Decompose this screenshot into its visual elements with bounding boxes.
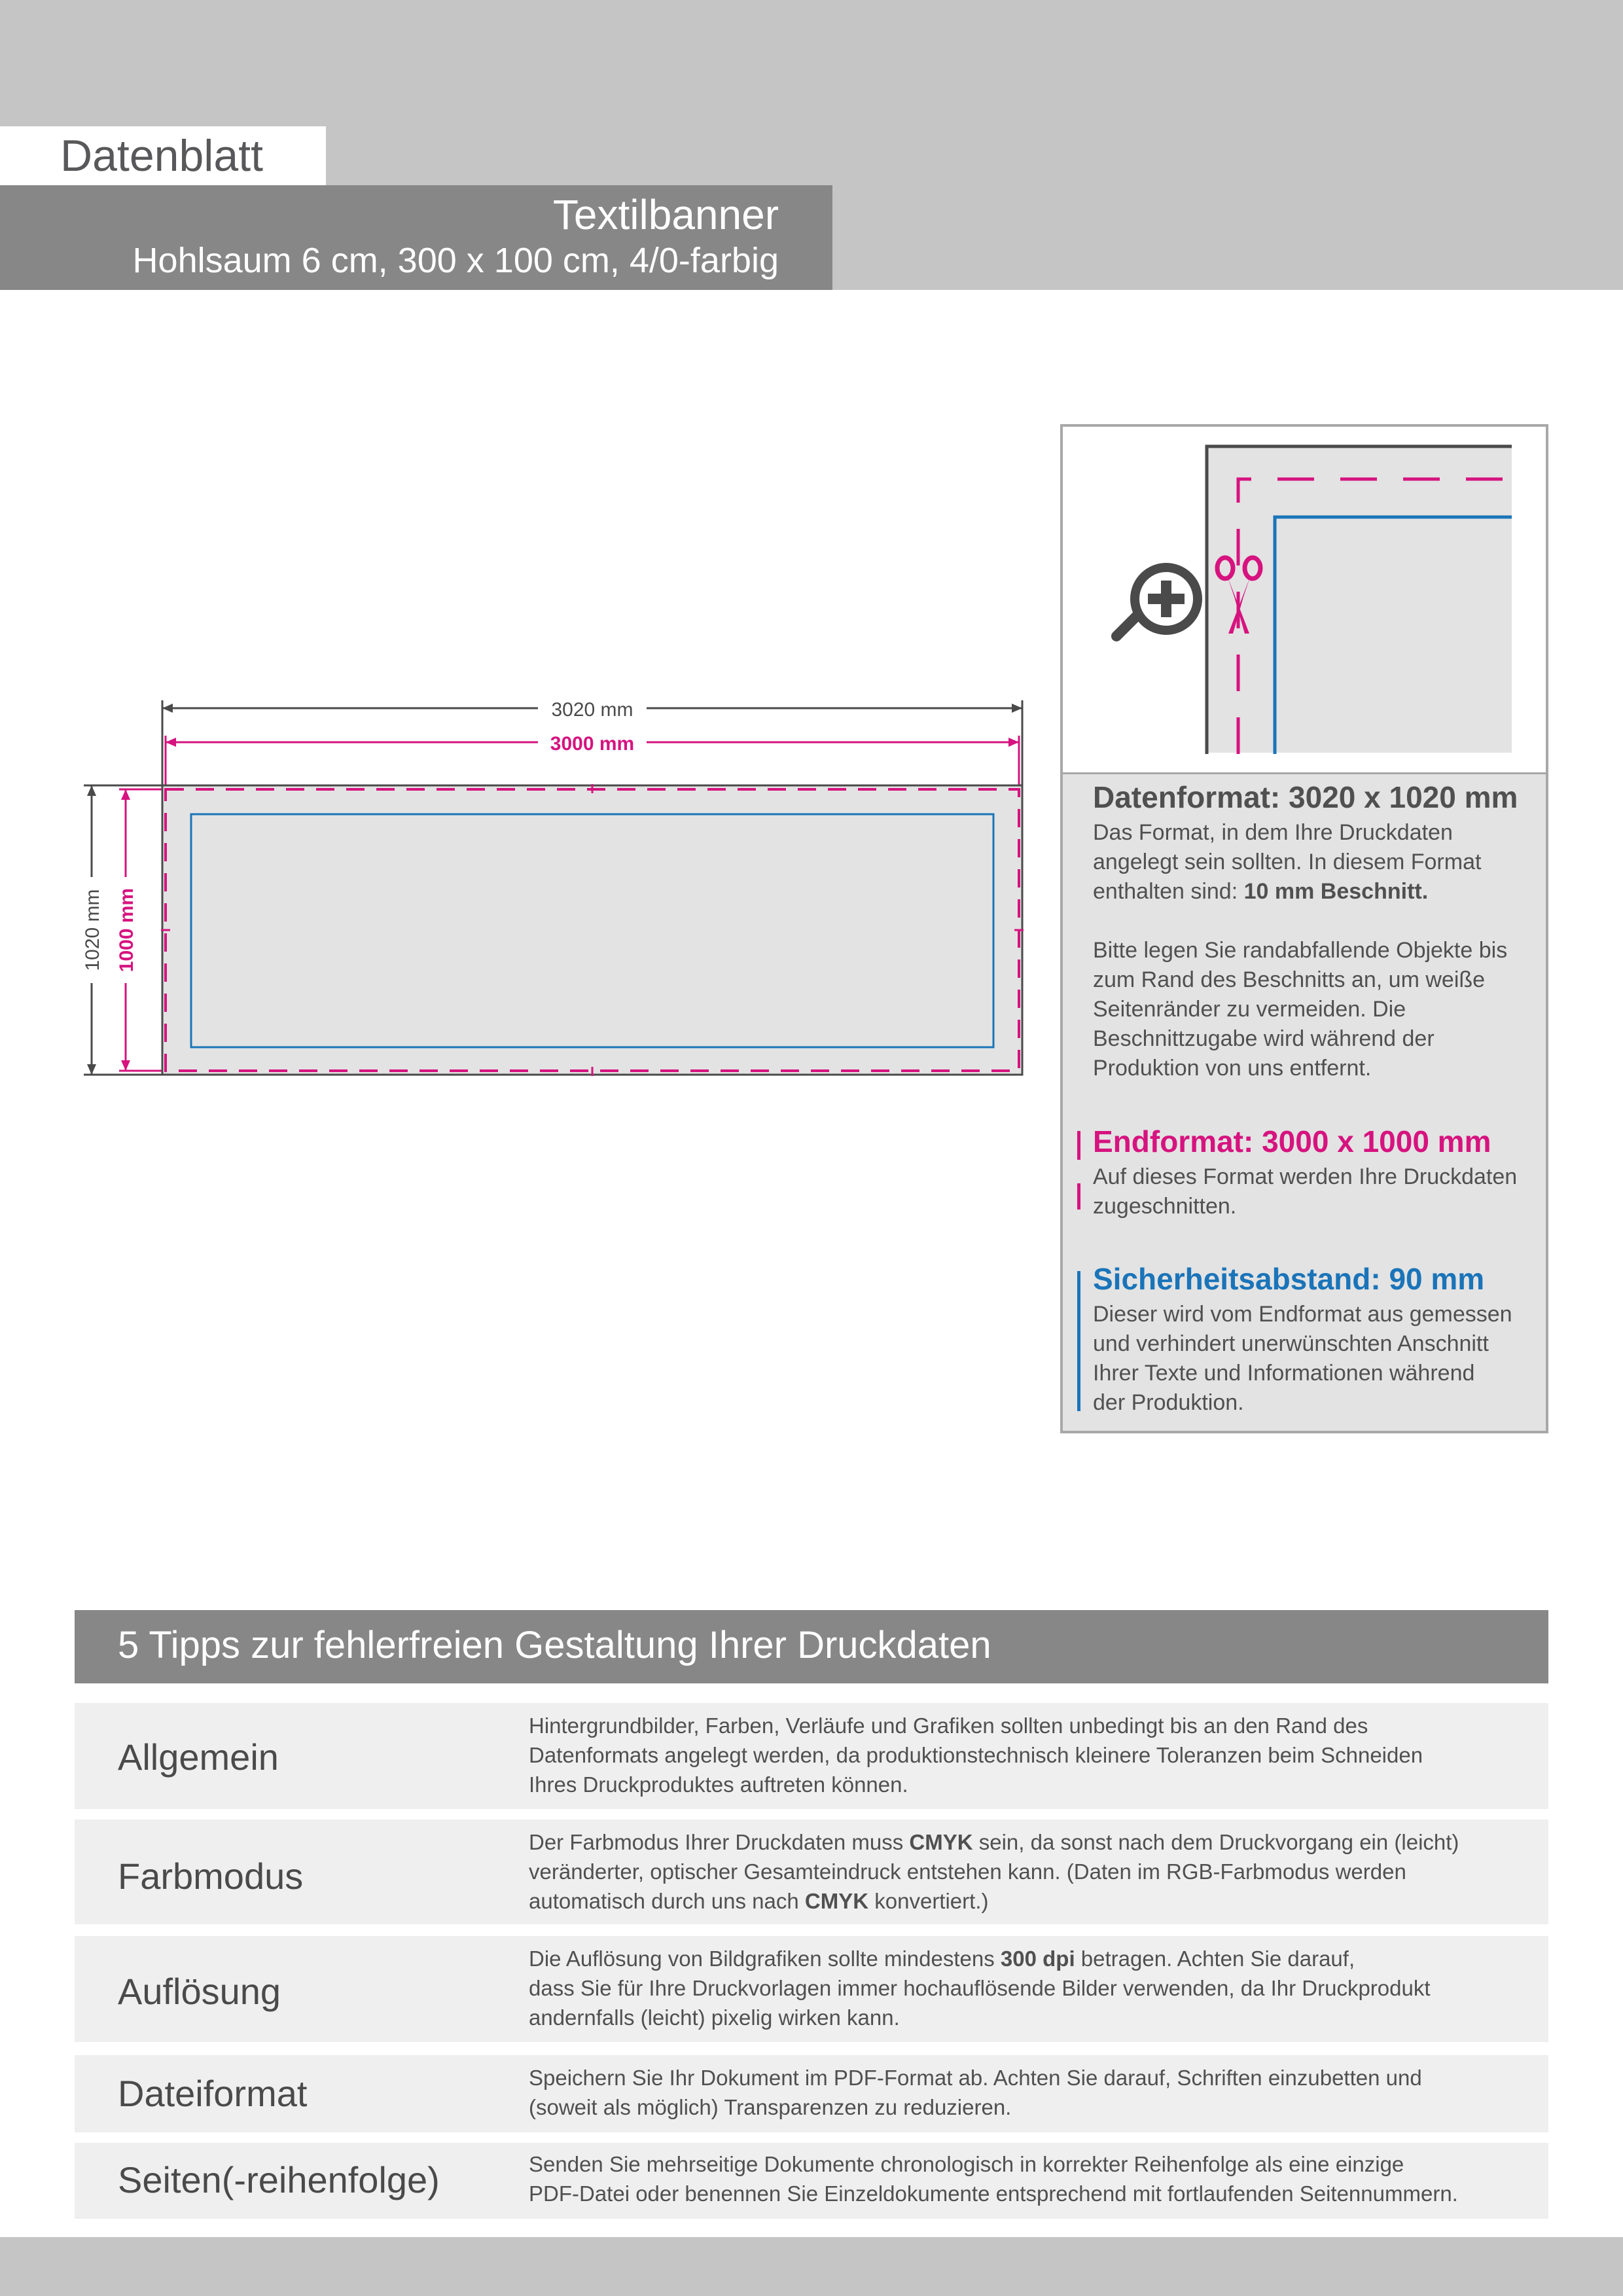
magnifier-plus-icon (1116, 567, 1198, 636)
tip-text: Hintergrundbilder, Farben, Verläufe und Grafiken sollten unbedingt bis an den Rand des Datenformats angelegt werden, da produktionstechnisch kleinere Toleranzen beim Schneiden Ihres Druckproduktes auftreten können. (529, 1713, 1423, 1797)
inner-height-label: 1000 mm (116, 888, 137, 973)
datenformat-line-1: Das Format, in dem Ihre Druckdaten (1093, 820, 1453, 845)
tip-label: Farbmodus (118, 1856, 304, 1897)
corner-zoom-detail (1063, 427, 1546, 774)
tip-text: Speichern Sie Ihr Dokument im PDF-Format ab. Achten Sie darauf, Schriften einzubetten und (soweit als möglich) Transparenzen zu reduzieren. (529, 2066, 1422, 2119)
tips-heading-bar (75, 1610, 1548, 1683)
format-diagram (0, 681, 1047, 1100)
tip-row-seiten (75, 2143, 1548, 2219)
outer-width-label: 3020 mm (551, 699, 633, 721)
tip-text: Senden Sie mehrseitige Dokumente chronologisch in korrekter Reihenfolge als eine einzige PDF-Datei oder benennen Sie Einzeldokumente entsprechend mit fortlaufenden Seitennummern. (529, 2152, 1458, 2206)
bleed-paragraph: Bitte legen Sie randabfallende Objekte bis zum Rand des Beschnitts an, um weiße Seitenränder zu vermeiden. Die Beschnittzugabe wird während der Produktion von uns entfernt. (1093, 938, 1508, 1081)
title-bar (0, 185, 832, 290)
document-type-tag (0, 126, 326, 185)
tip-row-allgemein (75, 1703, 1548, 1809)
tips-heading: 5 Tipps zur fehlerfreien Gestaltung Ihrer Druckdaten (118, 1624, 991, 1666)
tip-text: Die Auflösung von Bildgrafiken sollte mindestens 300 dpi betragen. Achten Sie darauf, dass Sie für Ihre Druckvorlagen immer hochauflösende Bilder verwenden, da Ihr Druckprodukt andernfalls (leicht) pixelig wirken kann. (529, 1946, 1431, 2030)
outer-height-label: 1020 mm (82, 889, 103, 971)
datenformat-line-3: enthalten sind: 10 mm Beschnitt. (1093, 879, 1429, 904)
inner-height-dimension (113, 789, 162, 1071)
tip-text: Der Farbmodus Ihrer Druckdaten muss CMYK sein, da sonst nach dem Druckvorgang ein (leicht) veränderter, optischer Gesamteindruck entstehen kann. (Daten im RGB-Farbmodus werden automatisch durch uns nach CMYK konvertiert.) (529, 1830, 1459, 1913)
format-info-box (1060, 424, 1548, 1433)
inner-width-dimension (166, 729, 1019, 787)
endformat-marker-lower (1077, 1183, 1080, 1210)
data-format-area (162, 785, 1022, 1075)
footer-band (0, 2237, 1623, 2296)
endformat-marker (1077, 1131, 1080, 1160)
product-subtitle: Hohlsaum 6 cm, 300 x 100 cm, 4/0-farbig (132, 241, 779, 280)
product-title: Textilbanner (552, 191, 779, 238)
datenformat-line-2: angelegt sein sollten. In diesem Format (1093, 850, 1482, 874)
tip-label: Seiten(-reihenfolge) (118, 2159, 440, 2200)
tip-label: Allgemein (118, 1736, 279, 1778)
safety-title: Sicherheitsabstand: 90 mm (1093, 1262, 1485, 1296)
tip-row-aufloesung (75, 1936, 1548, 2042)
safety-paragraph: Dieser wird vom Endformat aus gemessen und verhindert unerwünschten Anschnitt Ihrer Texte und Informationen während der Produktion. (1093, 1302, 1512, 1415)
safety-marker (1077, 1271, 1080, 1411)
document-type-label: Datenblatt (60, 131, 263, 181)
endformat-title: Endformat: 3000 x 1000 mm (1093, 1124, 1491, 1158)
inner-width-label: 3000 mm (550, 733, 635, 755)
tip-label: Dateiformat (118, 2073, 308, 2114)
tip-label: Auflösung (118, 1971, 281, 2012)
tip-row-farbmodus (75, 1820, 1548, 1924)
datenformat-title: Datenformat: 3020 x 1020 mm (1093, 780, 1518, 814)
tip-row-dateiformat (75, 2055, 1548, 2132)
endformat-paragraph: Auf dieses Format werden Ihre Druckdaten zugeschnitten. (1093, 1164, 1518, 1219)
